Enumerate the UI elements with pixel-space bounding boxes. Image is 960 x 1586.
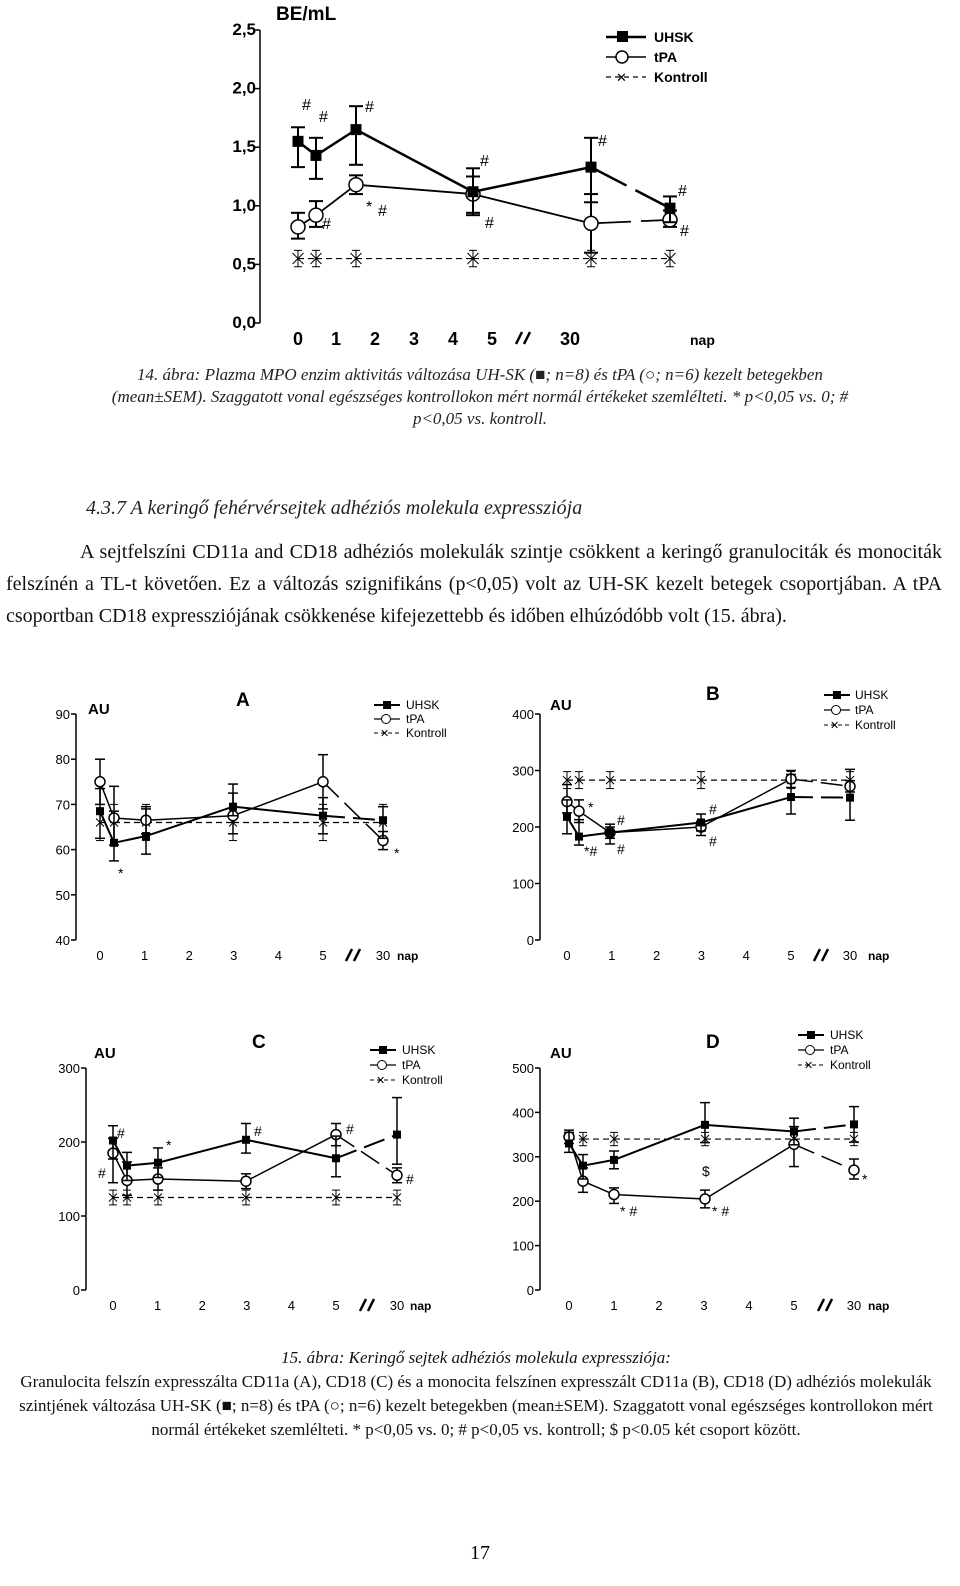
series-uhsk-point [379, 816, 387, 824]
panel-d-ylabel: AU [550, 1045, 572, 1062]
x-tick-label: 30 [842, 948, 858, 963]
svg-text:tPA: tPA [402, 1058, 421, 1072]
series-uhsk-segment [583, 1160, 614, 1166]
section-heading: 4.3.7 A keringő fehérvérsejtek adhéziós molekula expressziója [86, 497, 583, 519]
x-tick-label: 0 [109, 1298, 117, 1313]
series-tpa-segment [614, 1195, 705, 1199]
series-uhsk-point [701, 1121, 709, 1129]
series-uhsk-point [242, 1136, 250, 1144]
x-tick-label: 4 [742, 948, 750, 963]
svg-text:Kontroll: Kontroll [402, 1073, 443, 1087]
series-uhsk-point [319, 812, 327, 820]
y-tick-label: 500 [512, 1061, 534, 1076]
x-tick-label: 30 [559, 329, 581, 349]
annotation-mark: * [366, 199, 373, 216]
svg-text:nap: nap [868, 1299, 890, 1313]
x-tick-label: 0 [563, 948, 571, 963]
svg-text:UHSK: UHSK [402, 1043, 436, 1057]
series-uhsk-segment [246, 1140, 336, 1159]
panel-d-title: D [706, 1032, 720, 1053]
svg-text:Kontroll: Kontroll [830, 1058, 871, 1072]
annotation-mark: # [378, 203, 387, 220]
annotation-mark: # [709, 801, 717, 817]
figure-15-panel-c [0, 1010, 480, 1330]
annotation-mark: # [480, 153, 489, 170]
x-tick-label: 4 [274, 948, 283, 963]
x-tick-label: 3 [697, 948, 706, 963]
series-uhsk-point [563, 813, 571, 821]
x-tick-label: 1 [330, 329, 342, 349]
y-tick-label: 1,5 [232, 137, 256, 157]
svg-text:tPA: tPA [855, 703, 874, 717]
axis-break-mark [360, 1299, 366, 1311]
series-uhsk-point [110, 839, 118, 847]
series-uhsk-segment [127, 1163, 158, 1166]
x-tick-label: 1 [610, 1298, 618, 1313]
series-uhsk-point [393, 1131, 401, 1139]
fig14-y-axis [232, 20, 260, 332]
x-tick-label: 2 [185, 948, 193, 963]
panel-a-ylabel: AU [88, 701, 110, 718]
series-uhsk-point [790, 1127, 798, 1135]
fig14-x-axis [260, 323, 685, 349]
annotation-mark: # [302, 97, 311, 114]
series-tpa-point [584, 216, 598, 230]
annotation-mark: # [319, 109, 328, 126]
series-uhsk-point [123, 1162, 131, 1170]
annotation-mark: * # [712, 1203, 730, 1219]
panel-c-title: C [252, 1032, 266, 1053]
series-uhsk-segment [356, 130, 473, 192]
series-uhsk-segment [146, 807, 233, 836]
series-uhsk-point [142, 832, 150, 840]
series-uhsk-point [332, 1154, 340, 1162]
annotation-mark: # [322, 216, 331, 233]
series-uhsk-point [154, 1159, 162, 1167]
y-tick-label: 2,5 [232, 20, 256, 39]
series-uhsk-point [96, 807, 104, 815]
y-tick-label: 100 [512, 1238, 534, 1254]
series-uhsk-segment [323, 816, 383, 821]
fig14-ylabel: BE/mL [276, 4, 337, 25]
x-tick-label: 2 [652, 948, 661, 963]
series-tpa-segment [356, 185, 473, 194]
y-tick-label: 70 [55, 797, 70, 813]
y-tick-label: 50 [55, 887, 70, 903]
y-tick-label: 1,0 [232, 195, 256, 215]
panel-b-ylabel: AU [550, 697, 572, 714]
series-uhsk-point [610, 1156, 618, 1164]
y-tick-label: 0 [526, 1283, 534, 1298]
x-tick-label: 3 [408, 329, 420, 349]
panel-c-ylabel: AU [94, 1045, 116, 1062]
x-tick-label: 4 [447, 329, 459, 349]
fig14-x-unit: nap [690, 332, 715, 348]
x-tick-label: 5 [787, 948, 795, 963]
y-tick-label: 0 [72, 1283, 80, 1298]
annotation-mark: # [98, 1165, 106, 1181]
series-uhsk-point [606, 829, 614, 837]
series-tpa-point [318, 777, 328, 787]
y-tick-label: 400 [512, 707, 534, 722]
svg-text:✕: ✕ [616, 70, 627, 85]
x-tick-label: 1 [153, 1298, 162, 1313]
y-tick-label: 100 [58, 1209, 80, 1224]
x-tick-label: 4 [745, 1298, 753, 1313]
fig14-legend-uhsk: UHSK [654, 29, 694, 45]
series-uhsk-point [787, 793, 795, 801]
svg-text:UHSK: UHSK [830, 1028, 864, 1042]
figure-14-chart [0, 0, 960, 360]
annotation-mark: # [254, 1123, 262, 1139]
x-tick-label: 30 [846, 1298, 862, 1313]
x-tick-label: 2 [369, 329, 381, 349]
series-tpa-segment [705, 1144, 794, 1199]
annotation-mark: $ [702, 1163, 710, 1179]
axis-break-mark [814, 949, 820, 961]
y-tick-label: 300 [512, 1149, 534, 1165]
x-tick-label: 1 [140, 948, 149, 963]
series-tpa-point [700, 1194, 710, 1204]
series-tpa-segment [591, 220, 670, 224]
svg-text:UHSK: UHSK [855, 688, 889, 702]
series-uhsk-point [586, 162, 597, 173]
x-tick-label: 5 [790, 1298, 798, 1313]
y-tick-label: 60 [55, 842, 70, 858]
axis-break-mark [346, 949, 352, 961]
series-uhsk-segment [794, 1124, 854, 1131]
figure-15-panel-d [480, 1010, 960, 1330]
annotation-mark: # [365, 99, 374, 116]
svg-text:tPA: tPA [406, 712, 425, 726]
svg-text:nap: nap [410, 1299, 432, 1313]
annotation-mark: # [117, 1125, 125, 1141]
svg-text:UHSK: UHSK [406, 698, 440, 712]
svg-text:Kontroll: Kontroll [855, 718, 896, 732]
series-uhsk-point [351, 124, 362, 135]
series-tpa-point [291, 220, 305, 234]
annotation-mark: # [346, 1121, 354, 1137]
series-uhsk-point [575, 833, 583, 841]
series-uhsk-segment [316, 130, 356, 156]
y-tick-label: 400 [512, 1105, 534, 1121]
axis-break-mark [818, 1299, 824, 1311]
x-tick-label: 0 [96, 948, 104, 963]
series-tpa-segment [146, 816, 233, 821]
x-tick-label: 30 [375, 948, 391, 963]
annotation-mark: # [680, 223, 689, 240]
x-tick-label: 5 [332, 1298, 340, 1313]
body-paragraph: A sejtfelszíni CD11a and CD18 adhéziós molekulák szintje csökkent a keringő granulociták és monociták felszínén a TL-t követően. Ez a változás szignifikáns (p<0,05) volt az UH-SK kezelt betegek csoportjában. A tPA csoportban CD18 expressziójának csökkenése kifejezettebb és időben elhúzódóbb volt (15. ábra). [6, 541, 942, 627]
series-uhsk-point [846, 794, 854, 802]
annotation-mark: * [394, 845, 400, 861]
y-tick-label: 300 [58, 1061, 80, 1076]
panel-b-title: B [706, 684, 720, 705]
series-tpa-point [574, 806, 584, 816]
fig14-plot [291, 106, 677, 267]
axis-break-mark [822, 949, 828, 961]
annotation-mark: # [617, 812, 625, 828]
series-tpa-point [95, 777, 105, 787]
annotation-mark: * [862, 1171, 868, 1187]
series-uhsk-point [229, 803, 237, 811]
annotation-mark: *# [584, 843, 598, 859]
axis-break-mark [826, 1299, 832, 1311]
annotation-mark: * # [620, 1203, 638, 1219]
y-tick-label: 40 [55, 933, 70, 948]
axis-break-mark [524, 332, 530, 344]
x-tick-label: 30 [389, 1298, 405, 1313]
annotation-mark: # [598, 133, 607, 150]
x-tick-label: 0 [565, 1298, 573, 1313]
panel-a-title: A [236, 690, 250, 711]
svg-text:tPA: tPA [830, 1043, 849, 1057]
series-tpa-segment [323, 782, 383, 841]
series-tpa-point [349, 178, 363, 192]
series-uhsk-point [311, 150, 322, 161]
series-uhsk-point [468, 186, 479, 197]
y-tick-label: 200 [58, 1135, 80, 1150]
fig14-legend-kontroll: Kontroll [654, 69, 708, 85]
axis-break-mark [368, 1299, 374, 1311]
y-tick-label: 100 [512, 876, 534, 892]
annotation-mark: * [166, 1137, 172, 1153]
series-uhsk-point [697, 818, 705, 826]
series-uhsk-segment [705, 1125, 794, 1132]
page-number: 17 [470, 1542, 490, 1564]
figure-14-caption: 14. ábra: Plazma MPO enzim aktivitás változása UH-SK (■; n=8) és tPA (○; n=6) kezelt betegekben (mean±SEM). Szaggatott vonal egészséges kontrollokon mért normál értékeket szemlélteti. * p<0,05 vs. 0; # p<0,05 vs. kontroll. [111, 365, 849, 428]
annotation-mark: * [588, 799, 594, 815]
axis-break-mark [354, 949, 360, 961]
x-tick-label: 2 [198, 1298, 206, 1313]
y-tick-label: 2,0 [232, 78, 256, 98]
x-tick-label: 3 [243, 1298, 251, 1313]
x-tick-label: 4 [287, 1298, 296, 1313]
x-tick-label: 1 [608, 948, 616, 963]
annotation-mark: * [118, 865, 124, 881]
y-tick-label: 0,5 [232, 254, 256, 274]
series-tpa-point [241, 1176, 251, 1186]
y-tick-label: 200 [512, 1194, 534, 1210]
figure-15-caption: 15. ábra: Keringő sejtek adhéziós molekula expressziója: Granulocita felszín expresszálta CD11a (A), CD18 (C) és a monocita felszínen expresszált CD11a (B), CD18 (D) adhéziós molekulák szintjének változása UH-SK (■; n=8) és tPA (○; n=6) kezelt betegekben (mean±SEM). Szaggatott vonal egészséges kontrollokon mért normál értékeket szemlélteti. * p<0,05 vs. 0; # p<0,05 vs. kontroll; $ p<0.05 két csoport között. [19, 1348, 933, 1439]
svg-text:Kontroll: Kontroll [406, 726, 447, 740]
series-tpa-point [309, 208, 323, 222]
series-uhsk-point [293, 136, 304, 147]
series-uhsk-point [565, 1139, 573, 1147]
annotation-mark: # [406, 1171, 414, 1187]
series-tpa-point [392, 1170, 402, 1180]
y-tick-label: 0,0 [232, 313, 256, 332]
series-uhsk-point [579, 1162, 587, 1170]
series-uhsk-segment [114, 836, 146, 843]
fig14-annotations [302, 97, 689, 240]
figure-15-panel-b [480, 660, 960, 980]
x-tick-label: 3 [700, 1298, 708, 1313]
figure-15-panel-a [0, 660, 480, 980]
axis-break-mark [516, 332, 522, 344]
x-tick-label: 2 [655, 1298, 663, 1313]
series-tpa-segment [158, 1179, 246, 1181]
fig14-legend [606, 29, 708, 85]
series-uhsk-point [665, 203, 676, 214]
svg-text:✕: ✕ [376, 1075, 386, 1087]
series-uhsk-point [850, 1120, 858, 1128]
series-uhsk-segment [791, 797, 850, 798]
annotation-mark: # [485, 215, 494, 232]
x-tick-label: 3 [230, 948, 238, 963]
x-tick-label: 5 [319, 948, 327, 963]
series-uhsk-segment [614, 1125, 705, 1160]
annotation-mark: # [709, 833, 717, 849]
series-tpa-point [849, 1165, 859, 1175]
series-tpa-segment [794, 1144, 854, 1170]
svg-text:nap: nap [397, 949, 419, 963]
x-tick-label: 0 [292, 329, 304, 349]
svg-text:✕: ✕ [804, 1060, 814, 1072]
svg-text:✕: ✕ [380, 728, 390, 740]
annotation-mark: # [617, 841, 625, 857]
series-uhsk-segment [591, 167, 670, 208]
fig14-legend-tpa: tPA [654, 49, 678, 65]
y-tick-label: 200 [512, 820, 534, 835]
svg-text:✕: ✕ [830, 720, 840, 732]
series-uhsk-segment [473, 167, 591, 192]
y-tick-label: 80 [55, 752, 70, 768]
svg-text:nap: nap [868, 949, 890, 963]
y-tick-label: 90 [55, 707, 70, 722]
series-uhsk-point [109, 1137, 117, 1145]
y-tick-label: 300 [512, 763, 534, 779]
y-tick-label: 0 [526, 933, 534, 948]
series-tpa-point [609, 1190, 619, 1200]
x-tick-label: 5 [486, 329, 498, 349]
annotation-mark: # [678, 183, 687, 200]
